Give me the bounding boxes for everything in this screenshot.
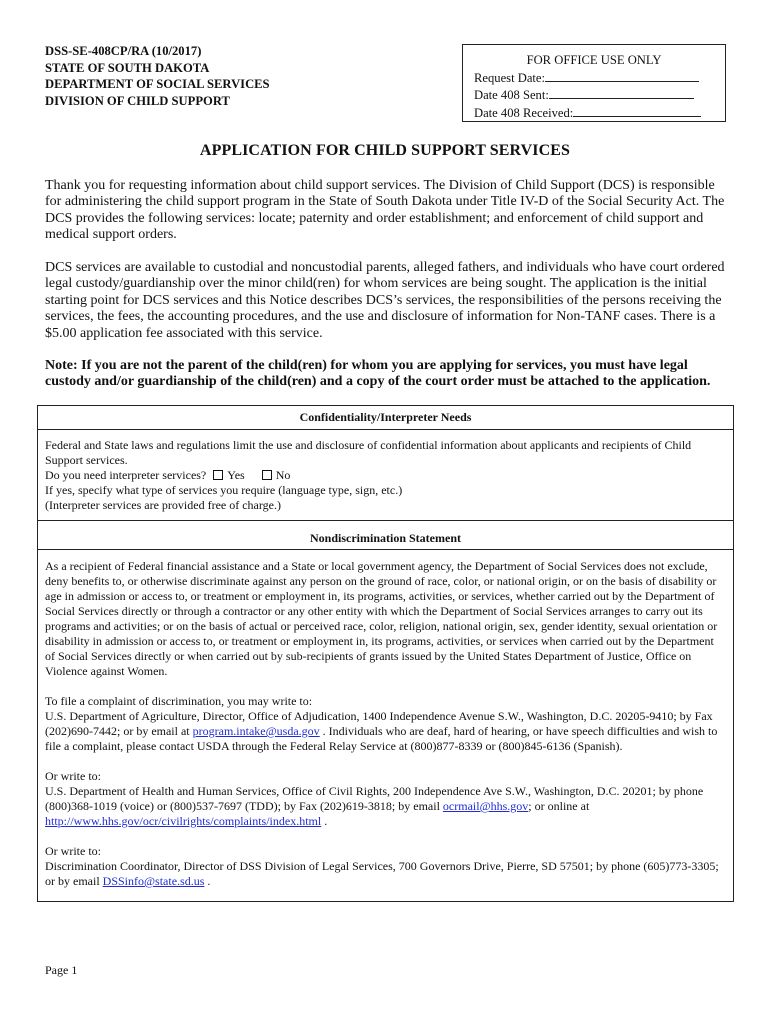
or-write-label: Or write to: — [45, 769, 101, 783]
hhs-email-link[interactable]: ocrmail@hhs.gov — [442, 799, 529, 813]
yes-label: Yes — [227, 468, 245, 482]
office-use-title: FOR OFFICE USE ONLY — [526, 53, 662, 67]
date-received-label: Date 408 Received: — [474, 105, 574, 120]
nondiscrimination-section — [45, 559, 726, 889]
interpreter-specify: If yes, specify what type of services you require (language type, sign, etc.) — [45, 483, 403, 497]
interpreter-no-checkbox[interactable] — [262, 470, 272, 480]
usda-contact — [45, 709, 726, 754]
hhs-text-cont: ; or online at — [528, 799, 590, 813]
date-received-field[interactable] — [573, 104, 701, 117]
department-name: DEPARTMENT OF SOCIAL SERVICES — [45, 77, 270, 91]
request-date-row — [463, 69, 725, 87]
dss-text-end: . — [204, 874, 211, 888]
page-title: APPLICATION FOR CHILD SUPPORT SERVICES — [199, 142, 571, 159]
agency-header — [45, 43, 270, 109]
office-use-box — [462, 44, 726, 122]
hhs-text: U.S. Department of Health and Human Services, Office of Civil Rights, 200 Independence Ave S.W., Washington, D.C. 20201; by phone (800)368-1019 (voice) or (800)537-7697 (TDD); by Fax (202)619-3818; by email — [45, 784, 704, 813]
usda-email-link[interactable]: program.intake@usda.gov — [192, 724, 320, 738]
notice-box — [37, 405, 734, 902]
usda-text-cont: . Individuals who are deaf, hard of hearing, or have speech difficulties and wish to file a complaint, please contact USDA through the Federal Relay Service at (800)877-8339 or (800)845-6136 (Spanish). — [45, 724, 718, 753]
hhs-contact — [45, 784, 726, 829]
interpreter-question-row — [45, 468, 726, 483]
hhs-url-link[interactable]: http://www.hhs.gov/ocr/civilrights/complaints/index.html — [45, 814, 322, 828]
request-date-field[interactable] — [545, 69, 699, 82]
nondiscrimination-paragraph: As a recipient of Federal financial assistance and a State or local government agency, the Department of Social Services does not exclude, deny benefits to, or otherwise discriminate against any person on the ground of race, color, or national origin, or on the basis of disability or age in admission or access to, or treatment or employment in, its programs, activities, or services, whether carried out by the Department of Social Services directly or through a contractor or any other entity with which the Department of Social Services arranges to carry out its programs and activities; or on the basis of actual or perceived race, color, religion, national origin, sex, gender identity, sexual orientation or disability in admission or access to, or treatment or employment in, its programs, activities, or services when carried out by the Department of Social Services directly or when carried out by sub-recipients of grants issued by the United States Department of Justice, Office on Violence against Women. — [45, 559, 718, 678]
usda-text: U.S. Department of Agriculture, Director, Office of Adjudication, 1400 Independence Avenue S.W., Washington, D.C. 20205-9410; by Fax (202)690-7442; or by email at — [45, 709, 713, 738]
dss-text: Discrimination Coordinator, Director of DSS Division of Legal Services, 700 Governors Drive, Pierre, SD 57501; by phone (605)773-3305; or by email — [45, 859, 719, 888]
or-write-label: Or write to: — [45, 844, 101, 858]
interpreter-yes-checkbox[interactable] — [213, 470, 223, 480]
confidentiality-heading: Confidentiality/Interpreter Needs — [299, 410, 472, 424]
divider — [38, 549, 733, 550]
intro-paragraph-2: DCS services are available to custodial and noncustodial parents, alleged fathers, and individuals who have court ordered legal custody/guardianship over the minor child(ren) for whom services are being sought. The application is the initial starting point for DCS services and this Notice describes DCS’s services, the responsibilities of the persons receiving the services, the fees, the accounting procedures, and the use and disclosure of information for Non-TANF cases. There is a $5.00 application fee associated with this service. — [45, 260, 725, 341]
date-sent-field[interactable] — [549, 86, 694, 99]
confidentiality-text: Federal and State laws and regulations limit the use and disclosure of confidential information about applicants and recipients of Child Support services. — [45, 438, 692, 467]
custody-note: Note: If you are not the parent of the child(ren) for whom you are applying for services, you must have legal custody and/or guardianship of the child(ren) and a copy of the court order must be attached to the application. — [45, 358, 711, 390]
page-number: Page 1 — [45, 963, 78, 977]
divider — [38, 520, 733, 521]
division-name: DIVISION OF CHILD SUPPORT — [45, 93, 230, 108]
dss-contact — [45, 859, 726, 889]
state-name: STATE OF SOUTH DAKOTA — [45, 60, 210, 75]
dss-email-link[interactable]: DSSinfo@state.sd.us — [102, 874, 205, 888]
date-sent-label: Date 408 Sent: — [474, 88, 549, 102]
form-code: DSS-SE-408CP/RA (10/2017) — [45, 44, 202, 58]
no-label: No — [275, 468, 291, 482]
interpreter-free-note: (Interpreter services are provided free of charge.) — [45, 498, 281, 512]
date-received-row — [463, 104, 725, 122]
date-sent-row — [463, 86, 725, 104]
request-date-label: Request Date: — [474, 70, 545, 85]
divider — [38, 429, 733, 430]
hhs-text-end: . — [321, 814, 328, 828]
interpreter-question: Do you need interpreter services? — [45, 468, 207, 482]
confidentiality-section — [45, 438, 726, 513]
intro-paragraph-1: Thank you for requesting information about child support services. The Division of Child Support (DCS) is responsible for administering the child support program in the State of South Dakota under Title IV-D of the Social Security Act. The DCS provides the following services: locate; paternity and order establishment; and enforcement of child support and medical support orders. — [45, 178, 725, 243]
nondiscrimination-heading: Nondiscrimination Statement — [310, 531, 461, 545]
complaint-intro: To file a complaint of discrimination, you may write to: — [45, 694, 313, 708]
